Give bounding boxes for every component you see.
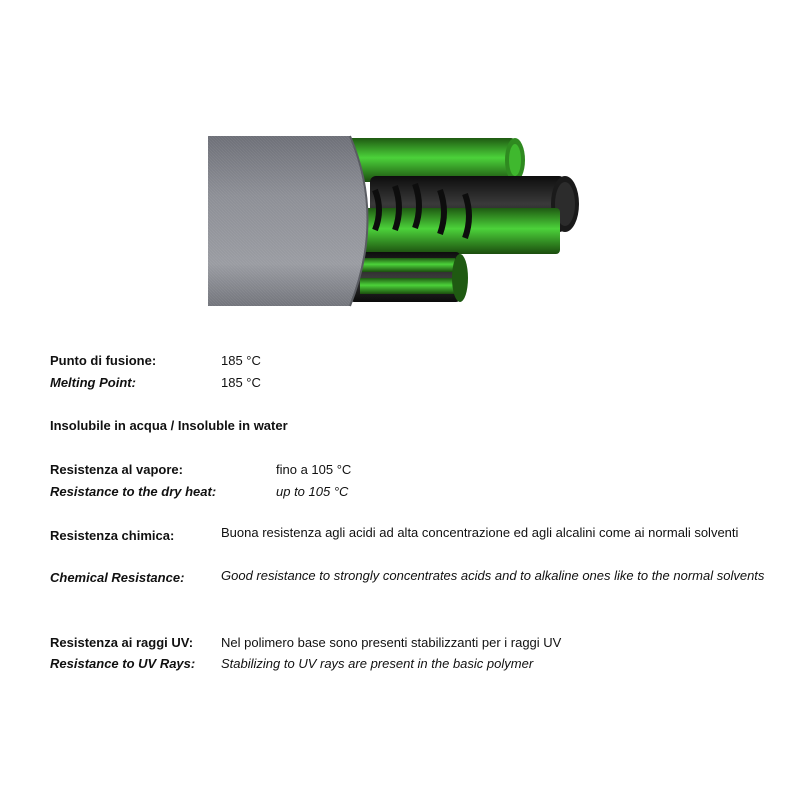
uv-resistance-label-en: Resistance to UV Rays: [50, 656, 196, 671]
vapor-resistance-value-en: up to 105 °C [276, 484, 349, 499]
uv-resistance-label-it: Resistenza ai raggi UV: [50, 635, 194, 650]
melting-point-value-it: 185 °C [221, 353, 261, 368]
insoluble-statement: Insolubile in acqua / Insoluble in water [50, 418, 288, 433]
chemical-resistance-label-it: Resistenza chimica: [50, 528, 175, 543]
vapor-resistance-label-en: Resistance to the dry heat: [50, 484, 217, 499]
cable-cross-section-illustration [200, 128, 580, 318]
chemical-resistance-value-it: Buona resistenza agli acidi ad alta concentrazione ed agli alcalini come ai normali solventi [221, 525, 739, 540]
chemical-resistance-label-en: Chemical Resistance: [50, 570, 185, 585]
vapor-resistance-value-it: fino a 105 °C [276, 462, 352, 477]
melting-point-label-it: Punto di fusione: [50, 353, 157, 368]
melting-point-label-en: Melting Point: [50, 375, 136, 390]
uv-resistance-value-en: Stabilizing to UV rays are present in the basic polymer [221, 656, 534, 671]
uv-resistance-value-it: Nel polimero base sono presenti stabilizzanti per i raggi UV [221, 635, 562, 650]
melting-point-value-en: 185 °C [221, 375, 261, 390]
vapor-resistance-label-it: Resistenza al vapore: [50, 462, 183, 477]
chemical-resistance-value-en: Good resistance to strongly concentrates acids and to alkaline ones like to the normal solvents [221, 568, 765, 583]
